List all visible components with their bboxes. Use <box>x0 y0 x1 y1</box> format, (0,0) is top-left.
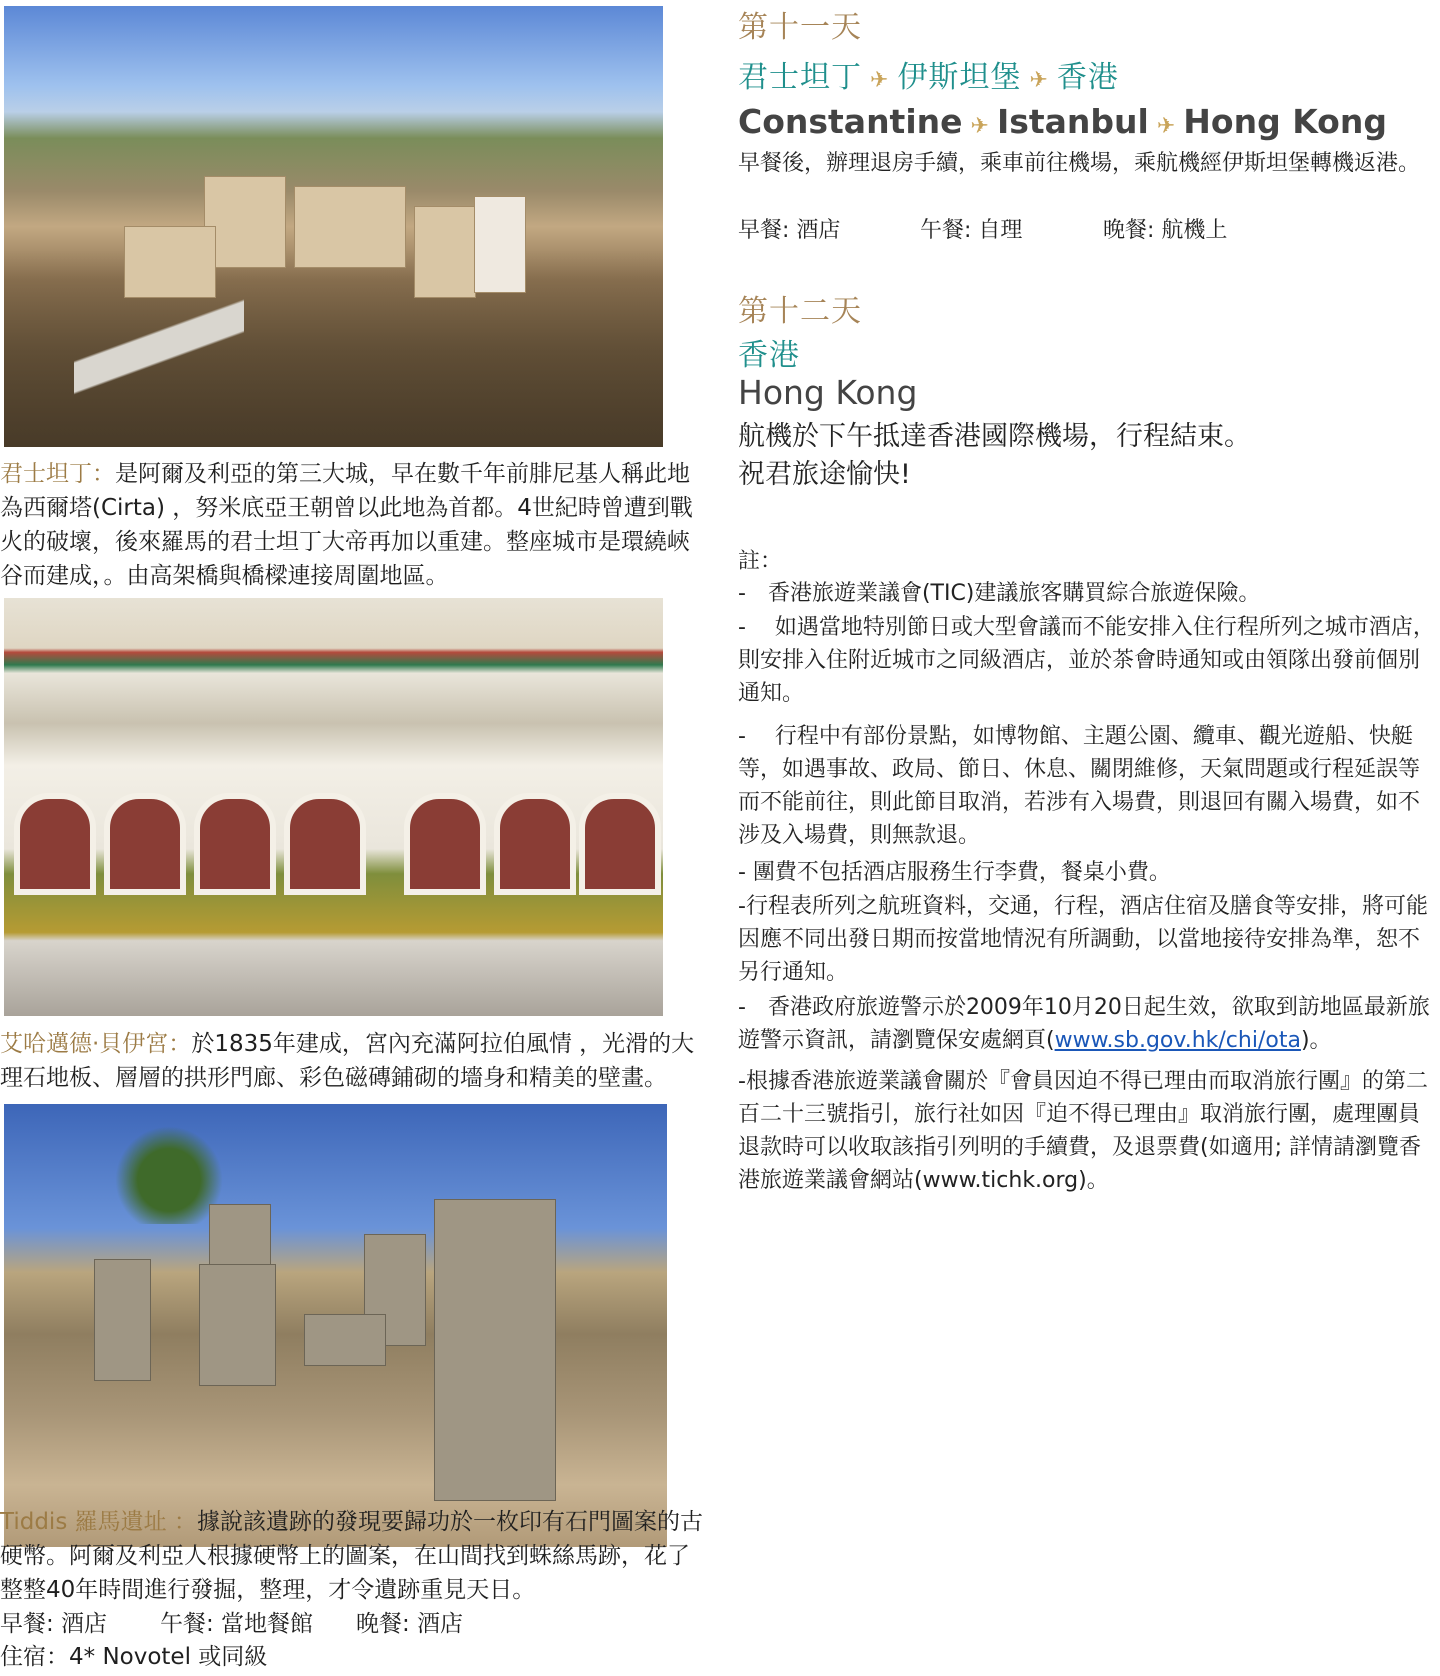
caption-title: Tiddis 羅馬遺址 ： <box>0 1509 197 1535</box>
caption-text: 是阿爾及利亞的第三大城，早在數千年前腓尼基人稱此地為西爾塔(Cirta) ，努米底亞王朝曾以此地為首都。4世紀時曾遭到戰火的破壞，後來羅馬的君士坦丁大帝再加以重建。整座城市是環繞峽谷而建成，。由高架橋與橋樑連接周圍地區。 <box>0 461 693 589</box>
bridge-shape <box>74 256 244 447</box>
meal-breakfast: 早餐: 酒店 <box>0 1611 108 1637</box>
route-stop: 香港 <box>1056 60 1119 95</box>
note-item: - 香港旅遊業議會(TIC)建議旅客購買綜合旅遊保險。 <box>738 581 1261 606</box>
caption-text: 據說該遺跡的發現要歸功於一枚印有石門圖案的古硬幣。阿爾及利亞人根據硬幣上的圖案，在山間找到蛛絲馬跡，花了整整40年時間進行發掘，整理，才令遺跡重見天日。 <box>0 1509 703 1603</box>
day11-description: 早餐後，辦理退房手續，乘車前往機場，乘航機經伊斯坦堡轉機返港。 <box>738 151 1421 176</box>
note-item: - 如遇當地特別節日或大型會議而不能安排入住行程所列之城市酒店，則安排入住附近城市之同級酒店，並於茶會時通知或由領隊出發前個別通知。 <box>738 615 1435 706</box>
plane-arrow-icon: ✈ <box>1156 114 1176 139</box>
note-item <box>738 991 1440 1057</box>
day12-label: 第十二天 <box>738 294 862 329</box>
arch-shape <box>14 793 96 895</box>
building-shape <box>294 186 406 268</box>
note-item: -根據香港旅遊業議會關於『會員因迫不得已理由而取消旅行團』的第二百二十三號指引，旅行社如因『迫不得已理由』取消旅行團，處理團員退款時可以收取該指引列明的手續費，及退票費(如適用; 詳情請瀏覽香港旅遊業議會網站(www.tichk.org)。 <box>738 1069 1428 1193</box>
note-item: - 團費不包括酒店服務生行李費，餐桌小費。 <box>738 860 1171 885</box>
constantine-photo <box>4 6 663 447</box>
route-stop: Istanbul <box>996 102 1149 141</box>
meal-lunch: 午餐: 當地餐館 <box>160 1611 314 1637</box>
caption-tiddis <box>0 1505 706 1607</box>
caption-constantine <box>0 457 706 593</box>
stone-shape <box>94 1259 151 1381</box>
arch-shape <box>494 793 576 895</box>
palace-photo <box>4 598 663 1016</box>
day12-line2: 祝君旅途愉快! <box>738 459 911 490</box>
meals-row <box>0 1607 706 1641</box>
building-shape <box>414 206 476 298</box>
route-stop: 伊斯坦堡 <box>897 60 1022 95</box>
building-shape <box>474 196 526 293</box>
security-bureau-link[interactable]: www.sb.gov.hk/chi/ota <box>1054 1028 1301 1053</box>
meal-dinner: 晚餐: 航機上 <box>1103 218 1228 243</box>
caption-title: 君士坦丁： <box>0 461 115 487</box>
meal-breakfast: 早餐: 酒店 <box>738 218 841 243</box>
arch-shape <box>104 793 186 895</box>
day11-route-en <box>738 102 1387 141</box>
route-stop: 君士坦丁 <box>738 60 862 95</box>
day11-label: 第十一天 <box>738 10 862 45</box>
day12-route-en: Hong Kong <box>738 373 918 412</box>
note-item: - 行程中有部份景點，如博物館、主題公園、纜車、觀光遊船、快艇等，如遇事故、政局、節日、休息、關閉維修，天氣問題或行程延誤等而不能前往，則此節目取消，若涉有入場費，則退回有關入場費，如不涉及入場費，則無款退。 <box>738 724 1421 848</box>
meal-dinner: 晚餐: 酒店 <box>356 1611 464 1637</box>
note-item: -行程表所列之航班資料，交通，行程，酒店住宿及膳食等安排，將可能因應不同出發日期而按當地情況有所調動，以當地接待安排為準，恕不另行通知。 <box>738 894 1428 985</box>
day11-meals <box>738 214 1438 248</box>
caption-text: 於1835年建成，宮內充滿阿拉伯風情 ，光滑的大理石地板、層層的拱形門廊、彩色磁磚鋪砌的墻身和精美的壁畫。 <box>0 1031 695 1091</box>
arch-shape <box>579 793 661 895</box>
route-stop: Hong Kong <box>1183 102 1387 141</box>
day11-route-cn <box>738 52 1119 96</box>
caption-palace <box>0 1027 706 1095</box>
meal-lunch: 午餐: 自理 <box>920 218 1023 243</box>
notes-heading: 註： <box>738 549 783 574</box>
stone-shape <box>199 1264 276 1386</box>
day12-route-cn: 香港 <box>738 338 800 373</box>
arch-shape <box>194 793 276 895</box>
plane-arrow-icon: ✈ <box>1029 68 1049 93</box>
arch-shape <box>404 793 486 895</box>
plane-arrow-icon: ✈ <box>870 68 890 93</box>
note-text: )。 <box>1300 1028 1332 1053</box>
hotel-line: 住宿：4* Novotel 或同級 <box>0 1644 268 1670</box>
plane-arrow-icon: ✈ <box>970 114 989 139</box>
day12-line1: 航機於下午抵達香港國際機場，行程結束。 <box>738 421 1251 452</box>
note-text: - 香港政府旅遊警示於2009年10月20日起生效，欲取到訪地區最新旅遊警示資訊，請瀏覽保安處網頁( <box>738 995 1430 1053</box>
building-shape <box>204 176 286 268</box>
stone-shape <box>304 1314 386 1366</box>
arch-shape <box>284 793 366 895</box>
stone-shape <box>434 1199 556 1501</box>
route-stop: Constantine <box>738 102 963 141</box>
tiddis-photo <box>4 1104 667 1547</box>
caption-title: 艾哈邁德·貝伊宮： <box>0 1031 192 1057</box>
